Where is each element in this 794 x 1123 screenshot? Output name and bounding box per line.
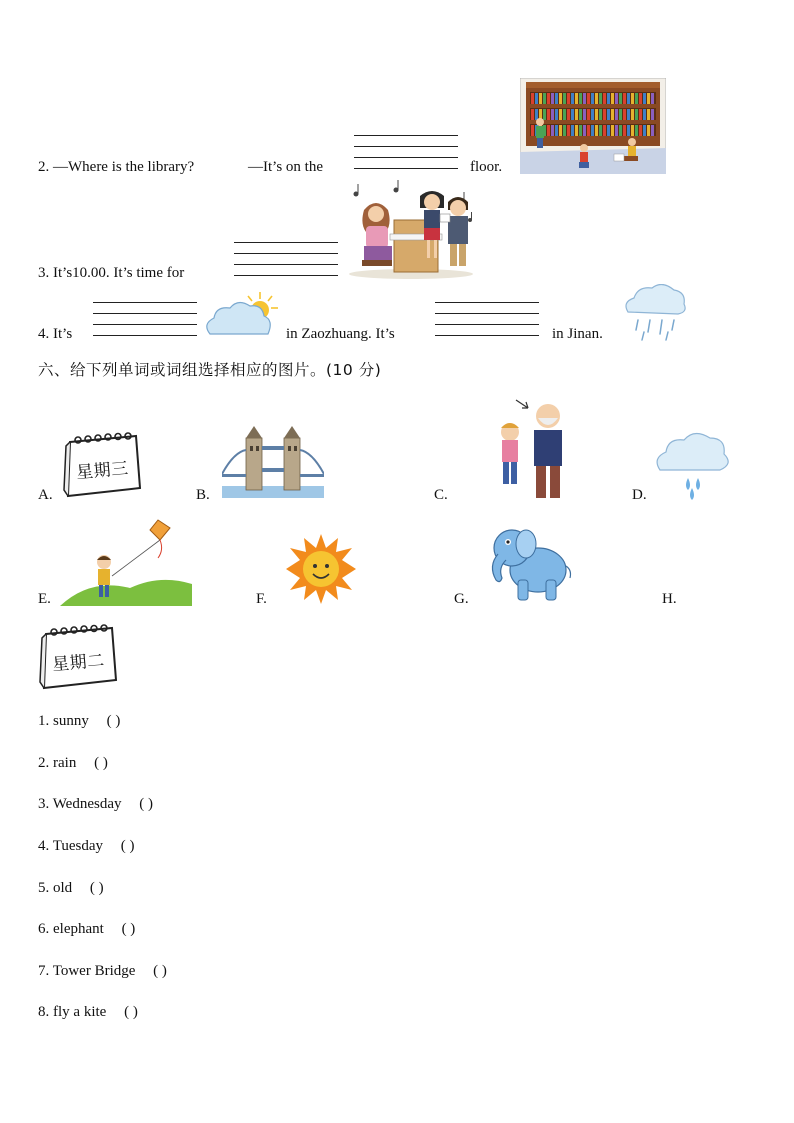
q2-writing-lines[interactable] bbox=[354, 135, 458, 171]
answer-blank[interactable]: ( ) bbox=[121, 921, 136, 937]
q4-writing-lines-2[interactable] bbox=[435, 302, 539, 338]
item-2 bbox=[38, 754, 108, 772]
answer-blank[interactable]: ( ) bbox=[120, 838, 135, 854]
calendar-wednesday-text: 星期三 bbox=[75, 458, 130, 484]
rain-drop-cloud-icon bbox=[654, 430, 730, 500]
q4-suffix: in Jinan. bbox=[552, 326, 603, 342]
fly-kite-image bbox=[60, 518, 192, 606]
answer-blank[interactable]: ( ) bbox=[89, 880, 104, 896]
option-e-letter: E. bbox=[38, 591, 51, 607]
item-5 bbox=[38, 879, 104, 897]
item-label: 2. rain bbox=[38, 755, 77, 771]
answer-blank[interactable]: ( ) bbox=[139, 796, 153, 812]
answer-blank[interactable]: ( ) bbox=[153, 963, 167, 979]
sun-cloud-icon bbox=[202, 290, 282, 340]
tower-bridge-image bbox=[222, 424, 324, 498]
boy-and-old-man-image bbox=[494, 394, 576, 502]
q2-prefix: 2. —Where is the library? bbox=[38, 159, 195, 175]
item-1 bbox=[38, 712, 120, 730]
item-label: 1. sunny bbox=[38, 713, 89, 729]
option-g-letter: G. bbox=[454, 591, 469, 607]
option-f-letter: F. bbox=[256, 591, 267, 607]
section6-title: 六、给下列单词或词组选择相应的图片。(10 分) bbox=[38, 361, 382, 379]
q3-writing-lines[interactable] bbox=[234, 242, 338, 278]
option-b-letter: B. bbox=[196, 487, 210, 503]
answer-blank[interactable]: ( ) bbox=[124, 1004, 138, 1020]
item-label: 5. old bbox=[38, 880, 73, 896]
item-3 bbox=[38, 795, 153, 813]
rain-cloud-icon bbox=[622, 284, 688, 342]
option-h-letter: H. bbox=[662, 591, 677, 607]
item-label: 6. elephant bbox=[38, 921, 104, 937]
calendar-tuesday-text: 星期二 bbox=[51, 650, 106, 676]
sun-icon bbox=[286, 534, 356, 604]
option-c-letter: C. bbox=[434, 487, 448, 503]
elephant-image bbox=[486, 522, 574, 604]
library-image bbox=[520, 78, 666, 174]
q4-prefix: 4. It’s bbox=[38, 326, 73, 342]
q3-prefix: 3. It’s10.00. It’s time for bbox=[38, 265, 185, 281]
item-label: 4. Tuesday bbox=[38, 838, 104, 854]
answer-blank[interactable]: ( ) bbox=[106, 713, 121, 729]
item-8 bbox=[38, 1003, 138, 1021]
q2-prefix2: —It’s on the bbox=[248, 159, 323, 175]
option-a-letter: A. bbox=[38, 487, 53, 503]
q2-suffix: floor. bbox=[470, 159, 503, 175]
option-d-letter: D. bbox=[632, 487, 647, 503]
item-label: 3. Wednesday bbox=[38, 796, 122, 812]
calendar-tuesday-icon bbox=[38, 624, 118, 692]
answer-blank[interactable]: ( ) bbox=[94, 755, 108, 771]
music-class-image bbox=[344, 180, 478, 280]
calendar-wednesday-icon bbox=[62, 432, 142, 500]
q4-writing-lines-1[interactable] bbox=[93, 302, 197, 338]
q4-middle: in Zaozhuang. It’s bbox=[286, 326, 395, 342]
item-4 bbox=[38, 837, 135, 855]
item-6 bbox=[38, 920, 135, 938]
item-label: 8. fly a kite bbox=[38, 1004, 107, 1020]
item-label: 7. Tower Bridge bbox=[38, 963, 136, 979]
item-7 bbox=[38, 962, 167, 980]
